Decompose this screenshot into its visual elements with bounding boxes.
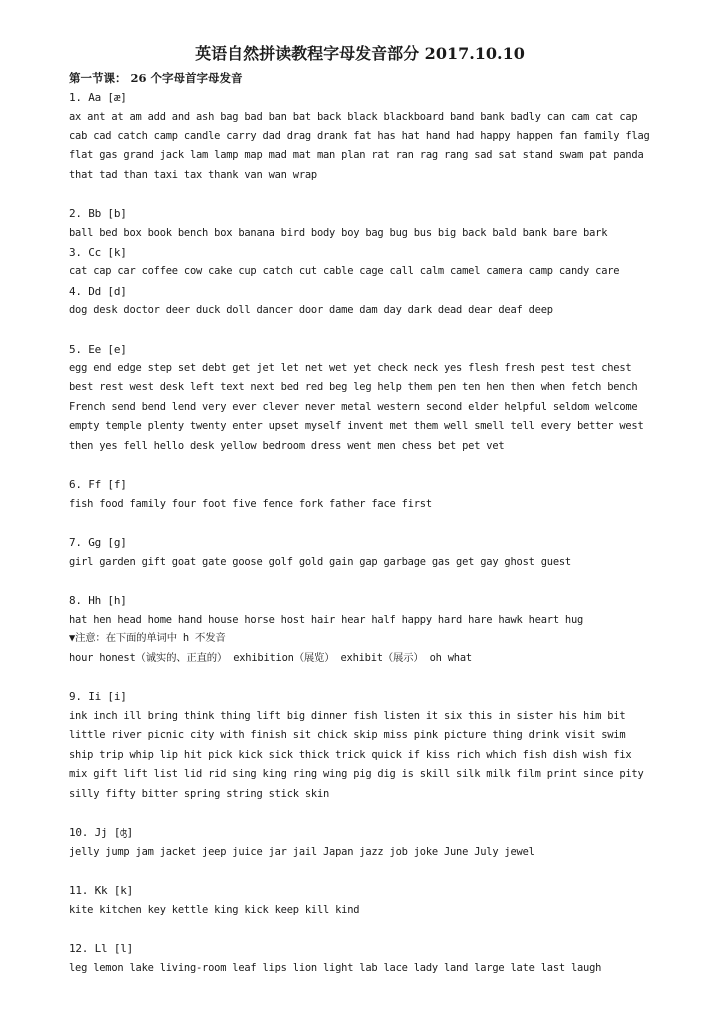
section-header-bb: 2. Bb [b]	[69, 207, 127, 220]
word-line: silly fifty bitter spring string stick skin	[69, 788, 330, 800]
word-line: ball bed box book bench box banana bird body boy bag bug bus big back bald bank bare bark	[69, 227, 608, 239]
word-line: hour honest（诚实的、正直的） exhibition（展览） exhibit（展示） oh what	[69, 652, 472, 664]
word-line: mix gift lift list lid rid sing king ring wing pig dig is skill silk milk film print since pity	[69, 768, 644, 780]
word-line: ship trip whip lip hit pick kick sick thick trick quick if kiss rich which fish dish wish fix	[69, 749, 632, 761]
section-header-kk: 11. Kk [k]	[69, 884, 134, 897]
section-header-ee: 5. Ee [e]	[69, 343, 127, 356]
section-header-ll: 12. Ll [l]	[69, 942, 134, 955]
section-header-dd: 4. Dd [d]	[69, 285, 127, 298]
section-header-hh: 8. Hh [h]	[69, 594, 127, 607]
word-line: girl garden gift goat gate goose golf gold gain gap garbage gas get gay ghost guest	[69, 556, 571, 568]
word-line: fish food family four foot five fence fork father face first	[69, 498, 432, 510]
word-line: kite kitchen key kettle king kick keep kill kind	[69, 904, 360, 916]
word-line: cat cap car coffee cow cake cup catch cut cable cage call calm camel camera camp candy care	[69, 265, 620, 277]
word-line: French send bend lend very ever clever never metal western second elder helpful seldom welcome	[69, 401, 638, 413]
word-line: egg end edge step set debt get jet let net wet yet check neck yes flesh fresh pest test chest	[69, 362, 632, 374]
word-line: little river picnic city with finish sit chick skip miss pink picture thing drink visit swim	[69, 729, 626, 741]
section-header-jj: 10. Jj [ʤ]	[69, 826, 134, 839]
document-title: 英语自然拼读教程字母发音部分 2017.10.10	[195, 44, 525, 63]
word-line: empty temple plenty twenty enter upset myself invent met them well smell tell every better west	[69, 420, 644, 432]
word-line: cab cad catch camp candle carry dad drag drank fat has hat hand had happy happen fan family flag	[69, 130, 650, 142]
word-line: leg lemon lake living-room leaf lips lion light lab lace lady land large late last laugh	[69, 962, 602, 974]
section-header-aa: 1. Aa [æ]	[69, 91, 127, 104]
word-line: best rest west desk left text next bed red beg leg help them pen ten hen then when fetch bench	[69, 381, 638, 393]
word-line: ink inch ill bring think thing lift big dinner fish listen it six this in sister his him bit	[69, 710, 626, 722]
word-line: that tad than taxi tax thank van wan wrap	[69, 169, 317, 181]
section-header-ff: 6. Ff [f]	[69, 478, 127, 491]
lesson-title: 第一节课： 26 个字母首字母发音	[69, 71, 243, 85]
section-header-ii: 9. Ii [i]	[69, 690, 127, 703]
word-line: hat hen head home hand house horse host hair hear half happy hard hare hawk heart hug	[69, 614, 584, 626]
word-line: flat gas grand jack lam lamp map mad mat man plan rat ran rag rang sad sat stand swam pat panda	[69, 149, 644, 161]
note-line: ▼注意：在下面的单词中 h 不发音	[69, 632, 226, 644]
word-line: ax ant at am add and ash bag bad ban bat back black blackboard band bank badly can cam cat cap	[69, 111, 638, 123]
section-header-gg: 7. Gg [g]	[69, 536, 127, 549]
section-header-cc: 3. Cc [k]	[69, 246, 127, 259]
word-line: dog desk doctor deer duck doll dancer door dame dam day dark dead dear deaf deep	[69, 304, 553, 316]
word-line: then yes fell hello desk yellow bedroom dress went men chess bet pet vet	[69, 440, 505, 452]
word-line: jelly jump jam jacket jeep juice jar jail Japan jazz job joke June July jewel	[69, 846, 535, 858]
